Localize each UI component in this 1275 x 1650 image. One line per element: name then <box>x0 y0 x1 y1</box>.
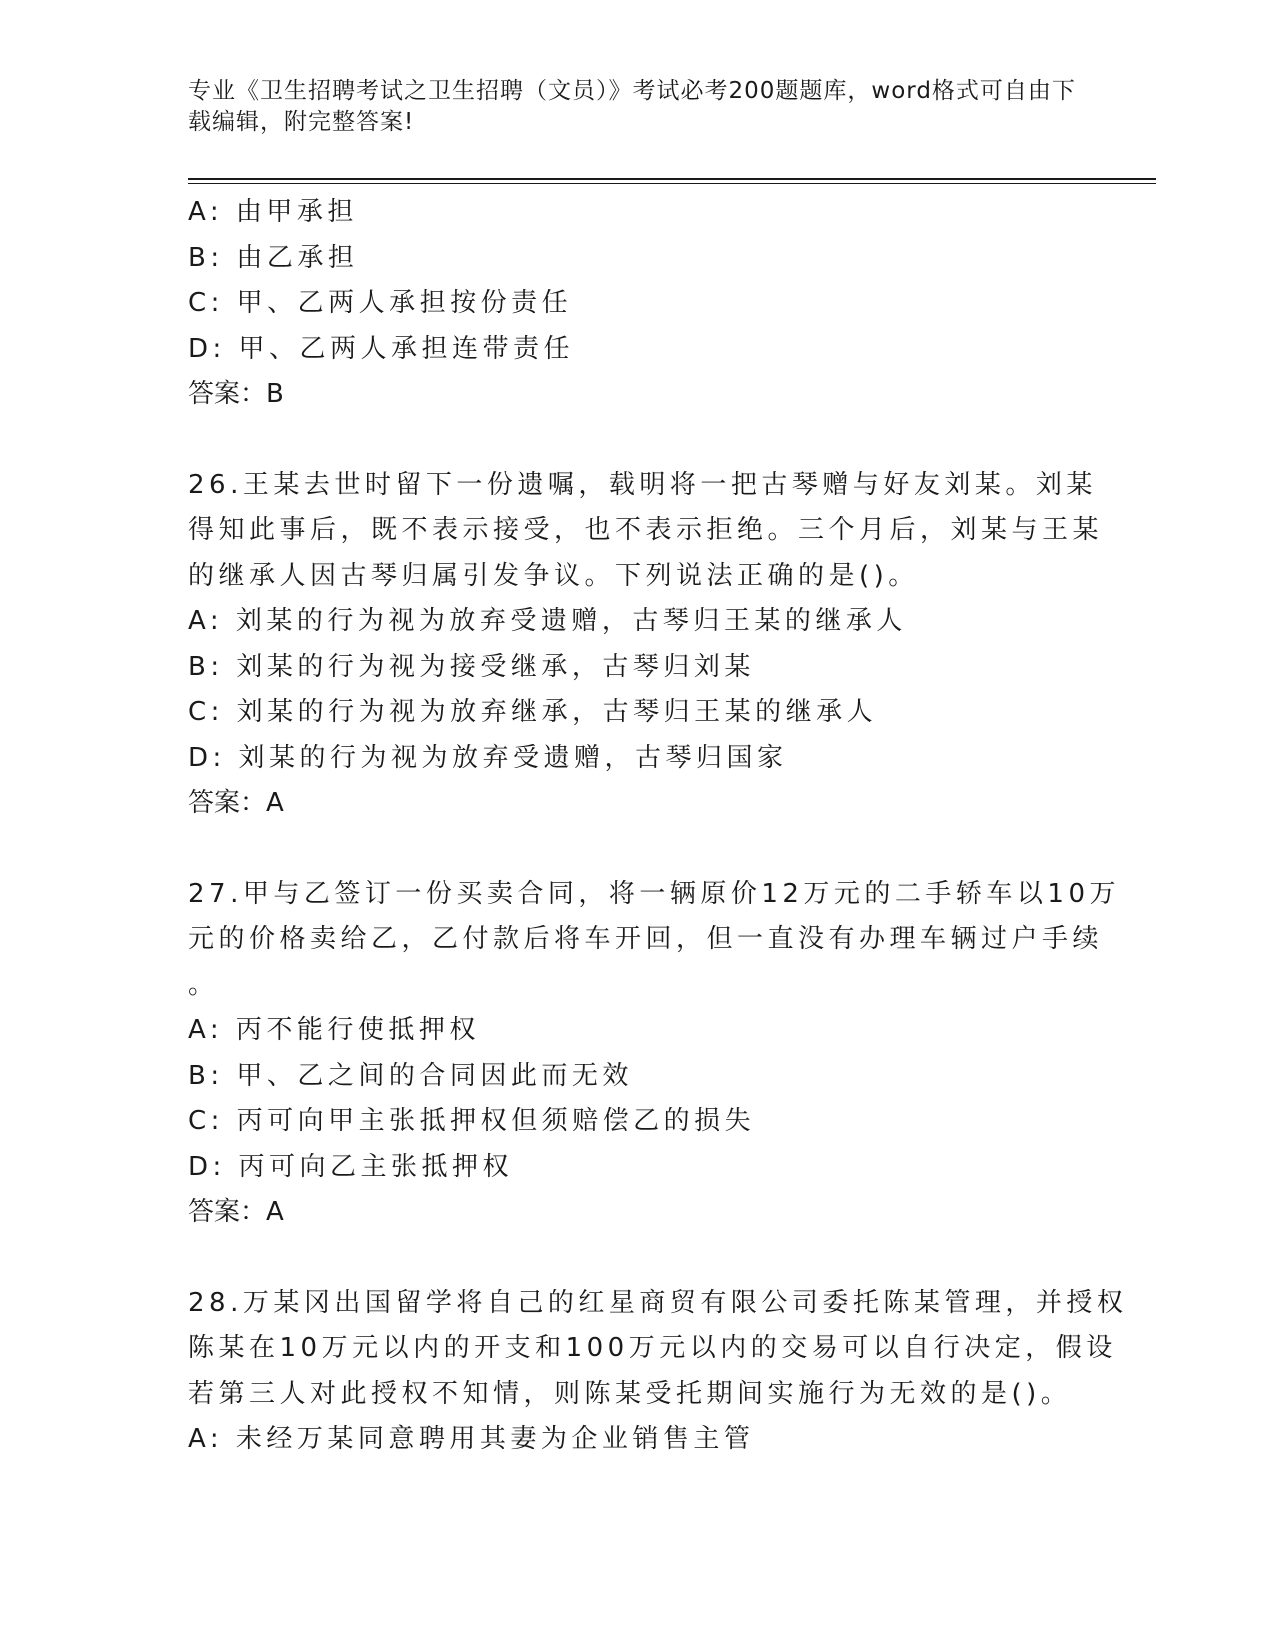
question-stem: 26.王某去世时留下一份遗嘱，载明将一把古琴赠与好友刘某。刘某得知此事后，既不表示接受，也不表示拒绝。三个月后，刘某与王某的继承人因古琴归属引发争议。下列说法正确的是()。 <box>188 469 1104 591</box>
answer: 答案：A <box>188 1197 284 1227</box>
option-b: B: 由乙承担 <box>188 242 359 273</box>
option-a: A: 未经万某同意聘用其妻为企业销售主管 <box>188 1424 755 1454</box>
question-stem-line: 陈某在10万元以内的开支和100万元以内的交易可以自行决定，假设 <box>188 1333 1117 1363</box>
question-27 <box>188 872 1121 1236</box>
option-b: B: 甲、乙之间的合同因此而无效 <box>188 1060 633 1091</box>
question-26 <box>188 463 1108 827</box>
answer: 答案：A <box>188 788 284 818</box>
option-c: C: 丙可向甲主张抵押权但须赔偿乙的损失 <box>188 1106 756 1136</box>
header-rule-thin <box>188 183 1156 184</box>
option-d: D: 甲、乙两人承担连带责任 <box>188 333 575 364</box>
question-25 <box>188 190 1108 418</box>
option-a: A: 丙不能行使抵押权 <box>188 1015 480 1045</box>
question-stem-line: 27.甲与乙签订一份买卖合同，将一辆原价12万元的二手轿车以10万 <box>188 878 1121 909</box>
question-stem-line: 28.万某冈出国留学将自己的红星商贸有限公司委托陈某管理，并授权 <box>188 1287 1128 1318</box>
option-a: A: 由甲承担 <box>188 197 358 227</box>
question-28 <box>188 1281 1128 1463</box>
option-d: D: 刘某的行为视为放弃受遗赠，古琴归国家 <box>188 742 788 773</box>
question-stem-line: 元的价格卖给乙，乙付款后将车开回，但一直没有办理车辆过户手续 <box>188 924 1104 954</box>
question-content <box>188 190 1128 1463</box>
option-b: B: 刘某的行为视为接受继承，古琴归刘某 <box>188 651 755 682</box>
question-stem-line: 若第三人对此授权不知情，则陈某受托期间实施行为无效的是()。 <box>188 1378 1072 1409</box>
option-c: C: 刘某的行为视为放弃继承，古琴归王某的继承人 <box>188 697 878 727</box>
option-d: D: 丙可向乙主张抵押权 <box>188 1151 514 1182</box>
header-rule-thick <box>188 178 1156 180</box>
option-c: C: 甲、乙两人承担按份责任 <box>188 288 573 318</box>
question-stem-line: 。 <box>188 969 219 1000</box>
option-a: A: 刘某的行为视为放弃受遗赠，古琴归王某的继承人 <box>188 606 907 636</box>
answer: 答案：B <box>188 379 284 409</box>
document-header: 专业《卫生招聘考试之卫生招聘（文员）》考试必考200题题库，word格式可自由下载编辑，附完整答案! <box>188 78 1076 135</box>
